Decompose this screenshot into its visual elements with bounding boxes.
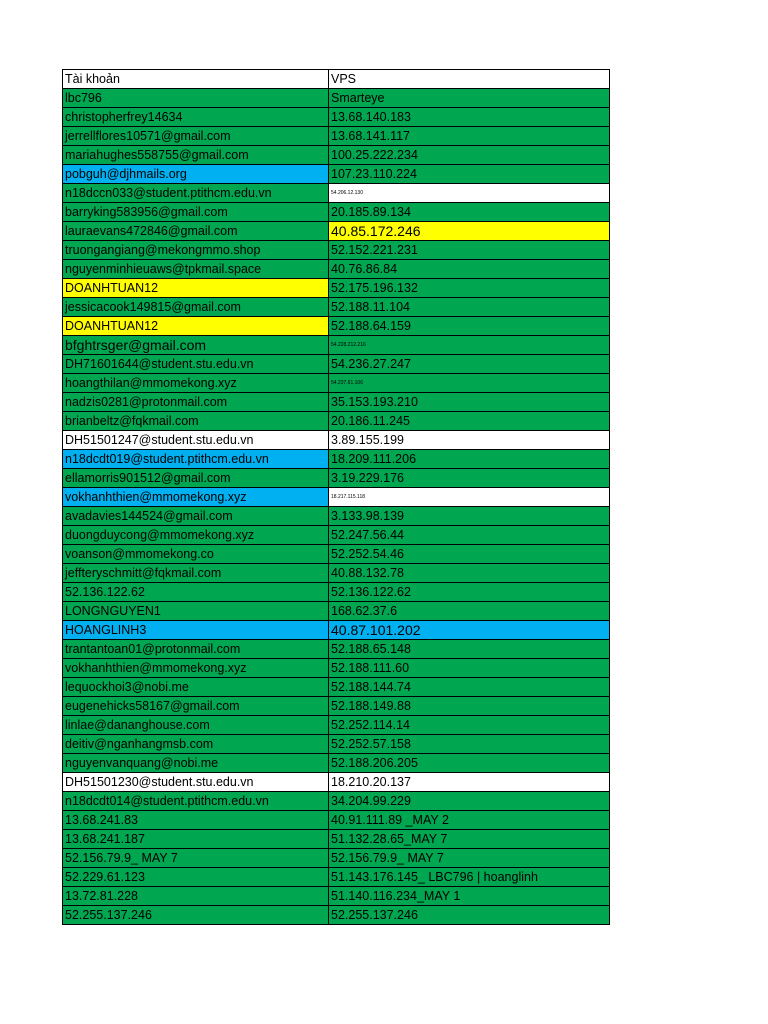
- table-row: [63, 450, 610, 469]
- account-cell[interactable]: mariahughes558755@gmail.com: [63, 146, 329, 165]
- vps-cell[interactable]: 52.252.57.158: [329, 735, 610, 754]
- table-row: [63, 279, 610, 298]
- table-row: [63, 165, 610, 184]
- table-row: [63, 298, 610, 317]
- account-cell[interactable]: 13.68.241.187: [63, 830, 329, 849]
- vps-cell[interactable]: 54.206.12.130: [329, 184, 610, 203]
- table-row: [63, 868, 610, 887]
- account-cell[interactable]: eugenehicks58167@gmail.com: [63, 697, 329, 716]
- table-row: [63, 564, 610, 583]
- table-row: [63, 735, 610, 754]
- vps-cell[interactable]: 52.188.144.74: [329, 678, 610, 697]
- account-cell[interactable]: pobguh@djhmails.org: [63, 165, 329, 184]
- vps-cell[interactable]: 54.236.27.247: [329, 355, 610, 374]
- table-row: [63, 184, 610, 203]
- table-row: [63, 716, 610, 735]
- vps-cell[interactable]: Smarteye: [329, 89, 610, 108]
- table-row: [63, 526, 610, 545]
- table-row: [63, 811, 610, 830]
- vps-cell[interactable]: 3.89.155.199: [329, 431, 610, 450]
- vps-cell[interactable]: 51.143.176.145_ LBC796 | hoanglinh: [329, 868, 610, 887]
- account-cell[interactable]: n18dcdt019@student.ptithcm.edu.vn: [63, 450, 329, 469]
- table-row: [63, 336, 610, 355]
- table-row: [63, 260, 610, 279]
- table-row: [63, 355, 610, 374]
- account-cell[interactable]: vokhanhthien@mmomekong.xyz: [63, 488, 329, 507]
- account-cell[interactable]: lequockhoi3@nobi.me: [63, 678, 329, 697]
- table-row: [63, 488, 610, 507]
- account-cell[interactable]: deitiv@nganhangmsb.com: [63, 735, 329, 754]
- table-row: [63, 241, 610, 260]
- vps-cell[interactable]: 52.188.111.60: [329, 659, 610, 678]
- account-cell[interactable]: LONGNGUYEN1: [63, 602, 329, 621]
- vps-cell[interactable]: 52.247.56.44: [329, 526, 610, 545]
- table-row: [63, 754, 610, 773]
- table-row: [63, 222, 610, 241]
- header-row: [63, 70, 610, 89]
- vps-cell[interactable]: 54.228.212.216: [329, 336, 610, 355]
- vps-cell[interactable]: 18.210.20.137: [329, 773, 610, 792]
- account-cell[interactable]: ellamorris901512@gmail.com: [63, 469, 329, 488]
- account-cell[interactable]: nguyenminhieuaws@tpkmail.space: [63, 260, 329, 279]
- table-row: [63, 849, 610, 868]
- vps-cell[interactable]: 51.132.28.65_MAY 7: [329, 830, 610, 849]
- table-row: [63, 127, 610, 146]
- vps-cell[interactable]: 52.152.221.231: [329, 241, 610, 260]
- table-body: [63, 70, 610, 925]
- account-cell[interactable]: n18dccn033@student.ptithcm.edu.vn: [63, 184, 329, 203]
- table-row: [63, 906, 610, 925]
- vps-cell[interactable]: 52.188.11.104: [329, 298, 610, 317]
- vps-cell[interactable]: 52.255.137.246: [329, 906, 610, 925]
- vps-cell[interactable]: 52.136.122.62: [329, 583, 610, 602]
- vps-cell[interactable]: 52.175.196.132: [329, 279, 610, 298]
- table-row: [63, 773, 610, 792]
- vps-cell[interactable]: 40.91.111.89 _MAY 2: [329, 811, 610, 830]
- vps-cell[interactable]: 52.188.65.148: [329, 640, 610, 659]
- vps-cell[interactable]: 52.188.206.205: [329, 754, 610, 773]
- vps-cell[interactable]: 51.140.116.234_MAY 1: [329, 887, 610, 906]
- account-cell[interactable]: HOANGLINH3: [63, 621, 329, 640]
- table-row: [63, 412, 610, 431]
- account-cell[interactable]: lbc796: [63, 89, 329, 108]
- account-cell[interactable]: avadavies144524@gmail.com: [63, 507, 329, 526]
- vps-cell[interactable]: 34.204.99.229: [329, 792, 610, 811]
- table-row: [63, 697, 610, 716]
- table-row: [63, 146, 610, 165]
- vps-cell[interactable]: 13.68.140.183: [329, 108, 610, 127]
- table-row: [63, 678, 610, 697]
- account-cell[interactable]: DOANHTUAN12: [63, 279, 329, 298]
- account-cell[interactable]: DOANHTUAN12: [63, 317, 329, 336]
- account-cell[interactable]: vokhanhthien@mmomekong.xyz: [63, 659, 329, 678]
- account-cell[interactable]: DH51501230@student.stu.edu.vn: [63, 773, 329, 792]
- vps-cell[interactable]: 18.209.111.206: [329, 450, 610, 469]
- account-cell[interactable]: DH51501247@student.stu.edu.vn: [63, 431, 329, 450]
- table-row: [63, 602, 610, 621]
- account-cell[interactable]: 52.156.79.9_ MAY 7: [63, 849, 329, 868]
- table-row: [63, 659, 610, 678]
- vps-cell[interactable]: 35.153.193.210: [329, 393, 610, 412]
- vps-cell[interactable]: 52.252.114.14: [329, 716, 610, 735]
- vps-cell[interactable]: 20.185.89.134: [329, 203, 610, 222]
- account-cell[interactable]: truongangiang@mekongmmo.shop: [63, 241, 329, 260]
- table-row: [63, 317, 610, 336]
- account-cell[interactable]: nadzis0281@protonmail.com: [63, 393, 329, 412]
- account-cell[interactable]: 13.72.81.228: [63, 887, 329, 906]
- table-row: [63, 830, 610, 849]
- account-cell[interactable]: voanson@mmomekong.co: [63, 545, 329, 564]
- account-cell[interactable]: jeffteryschmitt@fqkmail.com: [63, 564, 329, 583]
- vps-cell[interactable]: 107.23.110.224: [329, 165, 610, 184]
- spreadsheet-table: [62, 69, 610, 925]
- vps-cell[interactable]: 13.68.141.117: [329, 127, 610, 146]
- account-cell[interactable]: jessicacook149815@gmail.com: [63, 298, 329, 317]
- account-cell[interactable]: jerrellflores10571@gmail.com: [63, 127, 329, 146]
- vps-cell[interactable]: 40.87.101.202: [329, 621, 610, 640]
- table-row: [63, 374, 610, 393]
- vps-cell[interactable]: 40.88.132.78: [329, 564, 610, 583]
- table-row: [63, 545, 610, 564]
- account-cell[interactable]: duongduycong@mmomekong.xyz: [63, 526, 329, 545]
- table-row: [63, 640, 610, 659]
- vps-cell[interactable]: 40.76.86.84: [329, 260, 610, 279]
- table-row: [63, 469, 610, 488]
- vps-cell[interactable]: 40.85.172.246: [329, 222, 610, 241]
- account-cell[interactable]: n18dcdt014@student.ptithcm.edu.vn: [63, 792, 329, 811]
- table-row: [63, 431, 610, 450]
- account-cell[interactable]: lauraevans472846@gmail.com: [63, 222, 329, 241]
- table-row: [63, 621, 610, 640]
- vps-cell[interactable]: 3.19.229.176: [329, 469, 610, 488]
- account-cell[interactable]: brianbeltz@fqkmail.com: [63, 412, 329, 431]
- header-vps[interactable]: VPS: [329, 70, 610, 89]
- vps-cell[interactable]: 20.186.11.245: [329, 412, 610, 431]
- table-row: [63, 583, 610, 602]
- vps-cell[interactable]: 52.252.54.46: [329, 545, 610, 564]
- vps-cell[interactable]: 3.133.98.139: [329, 507, 610, 526]
- table-row: [63, 108, 610, 127]
- account-cell[interactable]: christopherfrey14634: [63, 108, 329, 127]
- account-cell[interactable]: nguyenvanquang@nobi.me: [63, 754, 329, 773]
- vps-cell[interactable]: 54.237.61.106: [329, 374, 610, 393]
- account-cell[interactable]: hoangthilan@mmomekong.xyz: [63, 374, 329, 393]
- account-cell[interactable]: 13.68.241.83: [63, 811, 329, 830]
- account-cell[interactable]: DH71601644@student.stu.edu.vn: [63, 355, 329, 374]
- account-cell[interactable]: 52.229.61.123: [63, 868, 329, 887]
- vps-cell[interactable]: 52.188.64.159: [329, 317, 610, 336]
- vps-cell[interactable]: 168.62.37.6: [329, 602, 610, 621]
- account-cell[interactable]: 52.255.137.246: [63, 906, 329, 925]
- table-row: [63, 203, 610, 222]
- table-row: [63, 393, 610, 412]
- vps-cell[interactable]: 18.217.115.118: [329, 488, 610, 507]
- account-cell[interactable]: barryking583956@gmail.com: [63, 203, 329, 222]
- table-row: [63, 887, 610, 906]
- account-cell[interactable]: bfghtrsger@gmail.com: [63, 336, 329, 355]
- vps-cell[interactable]: 52.188.149.88: [329, 697, 610, 716]
- table-row: [63, 507, 610, 526]
- account-cell[interactable]: trantantoan01@protonmail.com: [63, 640, 329, 659]
- header-account[interactable]: Tài khoản: [63, 70, 329, 89]
- table-row: [63, 792, 610, 811]
- vps-cell[interactable]: 100.25.222.234: [329, 146, 610, 165]
- table-row: [63, 89, 610, 108]
- vps-cell[interactable]: 52.156.79.9_ MAY 7: [329, 849, 610, 868]
- account-cell[interactable]: 52.136.122.62: [63, 583, 329, 602]
- account-cell[interactable]: linlae@dananghouse.com: [63, 716, 329, 735]
